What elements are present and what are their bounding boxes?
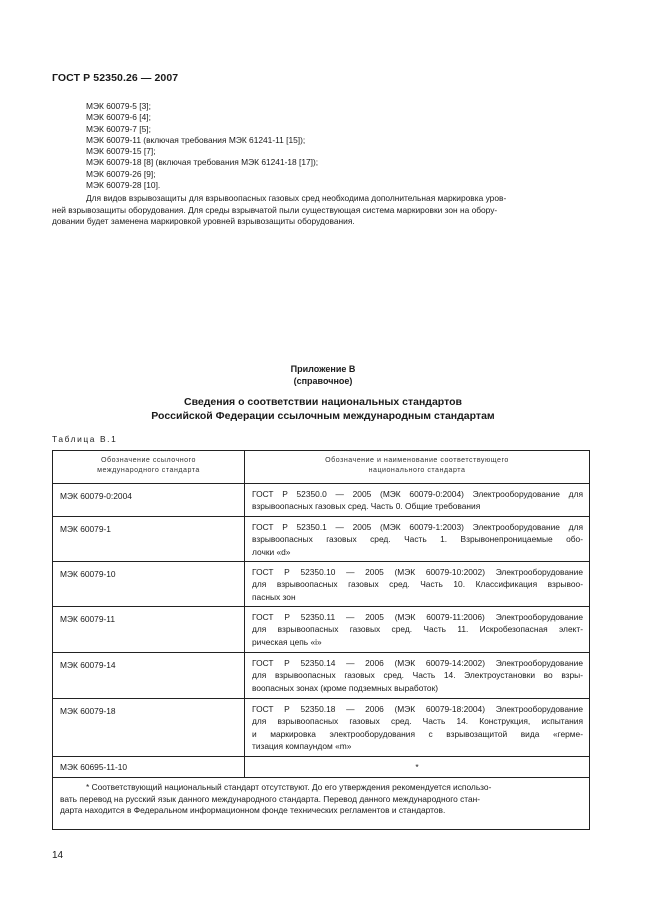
marking-paragraph [52, 193, 588, 228]
national-standard-cell [245, 699, 590, 757]
national-standard-cell [245, 653, 590, 699]
list-item: МЭК 60079-26 [9]; [86, 168, 156, 179]
list-item: МЭК 60079-15 [7]; [86, 146, 156, 157]
header-line: международного стандарта [97, 465, 200, 474]
national-standard-cell: * [245, 757, 590, 778]
cell-line: ГОСТ Р 52350.0 — 2005 (МЭК 60079-0:2004) Электрооборудование для [252, 489, 583, 499]
cell-line: лочки «d» [252, 546, 291, 557]
cell-line: тизация компаундом «m» [252, 740, 352, 751]
table-footnote [53, 778, 590, 830]
paragraph-line: довании будет заменена маркировкой уровней взрывозащиты оборудования. [52, 216, 355, 226]
cell-line: ГОСТ Р 52350.1 — 2005 (МЭК 60079-1:2003) Электрооборудование для [252, 522, 583, 532]
cell-line: взрывоопасных газовых сред. Часть 1. Взрывонепроницаемые обо- [252, 534, 583, 545]
table-row [53, 562, 590, 607]
standards-table [52, 450, 590, 830]
cell-line: рическая цепь «i» [252, 636, 322, 647]
national-standard-cell [245, 562, 590, 607]
intl-standard-cell: МЭК 60079-1 [53, 517, 245, 562]
header-line: Обозначение ссылочного [101, 456, 196, 464]
list-item: МЭК 60079-7 [5]; [86, 123, 151, 134]
cell-line: для взрывоопасных газовых сред. Часть 11. Искробезопасная элект- [252, 624, 583, 635]
cell-line: ГОСТ Р 52350.11 — 2005 (МЭК 60079-11:2006) Электрооборудование [252, 612, 583, 622]
list-item: МЭК 60079-6 [4]; [86, 112, 151, 123]
header-line: национального стандарта [368, 465, 466, 474]
table-row [53, 699, 590, 757]
cell-line: ГОСТ Р 52350.18 — 2006 (МЭК 60079-18:2004) Электрооборудование [252, 704, 583, 714]
appendix-title: Приложение В [290, 364, 356, 374]
intl-standard-cell: МЭК 60695-11-10 [53, 757, 245, 778]
header-line: Обозначение и наименование соответствующего [325, 456, 509, 464]
page-number: 14 [52, 850, 64, 861]
intl-standard-cell: МЭК 60079-10 [53, 562, 245, 607]
table-row [53, 653, 590, 699]
header-international [53, 451, 245, 484]
table-row [53, 484, 590, 517]
table-footnote-row [53, 778, 590, 830]
national-standard-cell [245, 517, 590, 562]
table-row [53, 757, 590, 778]
paragraph-line: ней взрывозащиты оборудования. Для среды взрывчатой пыли существующая система маркировки зон на обору- [52, 204, 498, 215]
intl-standard-cell: МЭК 60079-18 [53, 699, 245, 757]
document-header: ГОСТ Р 52350.26 — 2007 [52, 72, 179, 84]
table-caption: Таблица В.1 [52, 434, 118, 444]
cell-line: ГОСТ Р 52350.10 — 2005 (МЭК 60079-10:2002) Электрооборудование [252, 567, 583, 577]
footnote-line: * Соответствующий национальный стандарт отсутствуют. До его утверждения рекомендуется использо- [86, 782, 492, 792]
national-standard-cell [245, 484, 590, 517]
list-item: МЭК 60079-28 [10]. [86, 180, 161, 191]
appendix-heading-line2: Российской Федерации ссылочным международным стандартам [151, 410, 495, 422]
appendix-subtitle: (справочное) [293, 376, 353, 386]
cell-line: для взрывоопасных газовых сред. Часть 14. Конструкция, испытания [252, 716, 583, 727]
cell-line: для взрывоопасных газовых сред. Часть 14. Электроустановки во взры- [252, 670, 583, 681]
list-item: МЭК 60079-11 (включая требования МЭК 61241-11 [15]); [86, 134, 306, 145]
footnote-line: вать перевод на русский язык данного международного стандарта. Перевод данного международного стан- [60, 793, 481, 804]
cell-line: взрывоопасных газовых сред. Часть 0. Общие требования [252, 501, 481, 512]
intl-standard-cell: МЭК 60079-14 [53, 653, 245, 699]
cell-line: ГОСТ Р 52350.14 — 2006 (МЭК 60079-14:2002) Электрооборудование [252, 658, 583, 668]
header-national [245, 451, 590, 484]
intl-standard-cell: МЭК 60079-11 [53, 607, 245, 653]
paragraph-line: Для видов взрывозащиты для взрывоопасных газовых сред необходима дополнительная маркировка уров- [86, 193, 507, 203]
cell-line: воопасных зонах (кроме подземных выработок) [252, 682, 439, 693]
table-row [53, 517, 590, 562]
cell-line: для взрывоопасных газовых сред. Часть 10. Классификация взрывоо- [252, 579, 583, 590]
list-item: МЭК 60079-5 [3]; [86, 101, 151, 111]
appendix-heading-line1: Сведения о соответствии национальных стандартов [184, 396, 462, 408]
intl-standard-cell: МЭК 60079-0:2004 [53, 484, 245, 517]
table-header-row [53, 451, 590, 484]
standards-list [86, 101, 318, 191]
table-row [53, 607, 590, 653]
national-standard-cell [245, 607, 590, 653]
cell-line: и маркировка электрооборудования с взрывозащитой вида «герме- [252, 728, 583, 739]
footnote-line: дарта находится в Федеральном информационном фонде технических регламентов и стандартов. [60, 805, 446, 816]
cell-line: пасных зон [252, 591, 296, 602]
list-item: МЭК 60079-18 [8] (включая требования МЭК 61241-18 [17]); [86, 157, 319, 168]
